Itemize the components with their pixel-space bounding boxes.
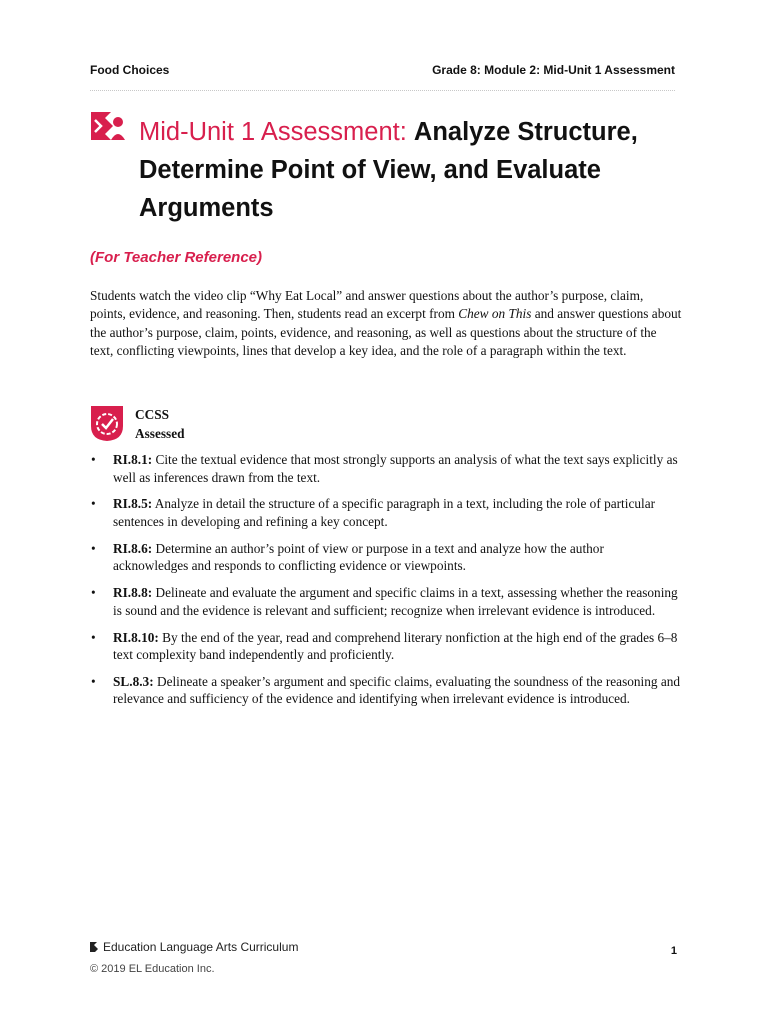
standard-item (90, 451, 682, 486)
footer-logo (90, 940, 298, 954)
page-number: 1 (670, 945, 677, 957)
standard-item (90, 540, 682, 575)
standard-text: Analyze in detail the structure of a specific paragraph in a text, including the role of particular sentences in developing and refining a key concept. (113, 496, 656, 529)
standard-code: SL.8.3: (113, 673, 154, 689)
title-main: Analyze Structure, Determine Point of View, and Evaluate Arguments (139, 118, 638, 222)
standard-code: RI.8.10: (113, 629, 159, 645)
intro-text-1: Students watch the video clip “Why Eat Local” and answer questions about the author’s purpose, claim, points, evidence, and reasoning. Then, students read an excerpt from (90, 288, 644, 322)
ccss-label (135, 405, 185, 443)
standard-item (90, 495, 682, 530)
standard-code: RI.8.8: (113, 585, 153, 601)
bullet-icon: • (91, 585, 96, 601)
bullet-icon: • (91, 540, 96, 556)
standard-text: Delineate a speaker’s argument and specific claims, evaluating the soundness of the reasoning and relevance and sufficiency of the evidence and identifying when irrelevant evidence is introduced. (113, 673, 681, 707)
bullet-icon: • (91, 673, 96, 689)
el-logo-icon (90, 942, 100, 953)
standard-code: RI.8.1: (113, 452, 153, 467)
book-title: Chew on This (458, 306, 532, 322)
bullet-icon: • (91, 629, 96, 645)
standard-text: Delineate and evaluate the argument and specific claims in a text, assessing whether the reasoning is sound and the evidence is relevant and sufficient; recognize when irrelevant evidence is introduced. (113, 585, 678, 618)
footer-logo-text: Education Language Arts Curriculum (103, 940, 299, 954)
assessment-icon (89, 110, 125, 144)
bullet-icon: • (91, 452, 96, 467)
standard-item (90, 584, 682, 619)
standard-text: By the end of the year, read and comprehend literary nonfiction at the high end of the grades 6–8 text complexity band independently and proficiently. (113, 629, 678, 663)
teacher-reference-note: (For Teacher Reference) (90, 249, 263, 266)
standard-item (90, 629, 682, 664)
title-prefix: Mid-Unit 1 Assessment: (139, 118, 414, 146)
standard-code: RI.8.5: (113, 496, 153, 512)
standards-list (90, 451, 682, 717)
header-title-right: Grade 8: Module 2: Mid-Unit 1 Assessment (432, 63, 675, 77)
standard-code: RI.8.6: (113, 540, 153, 556)
bullet-icon: • (91, 496, 96, 512)
standard-item (90, 673, 682, 708)
header-divider (90, 90, 675, 91)
ccss-label-line1: CCSS (135, 407, 169, 422)
header-title-left: Food Choices (90, 63, 170, 77)
standard-text: Cite the textual evidence that most strongly supports an analysis of what the text says explicitly as well as inferences drawn from the text. (113, 452, 678, 485)
page-title (139, 113, 699, 227)
intro-text-2: and answer questions about the author’s purpose, claim, points, evidence, and reasoning, as well as questions about the structure of the text, conflicting viewpoints, lines that develop a key idea, and the role of a paragraph within the text. (90, 306, 682, 358)
intro-paragraph (90, 287, 682, 360)
ccss-badge-icon (89, 404, 125, 442)
ccss-label-line2: Assessed (135, 426, 185, 441)
standard-text: Determine an author’s point of view or purpose in a text and analyze how the author acknowledges and responds to conflicting evidence or viewpoints. (113, 540, 604, 574)
footer-copyright: © 2019 EL Education Inc. (90, 963, 215, 975)
